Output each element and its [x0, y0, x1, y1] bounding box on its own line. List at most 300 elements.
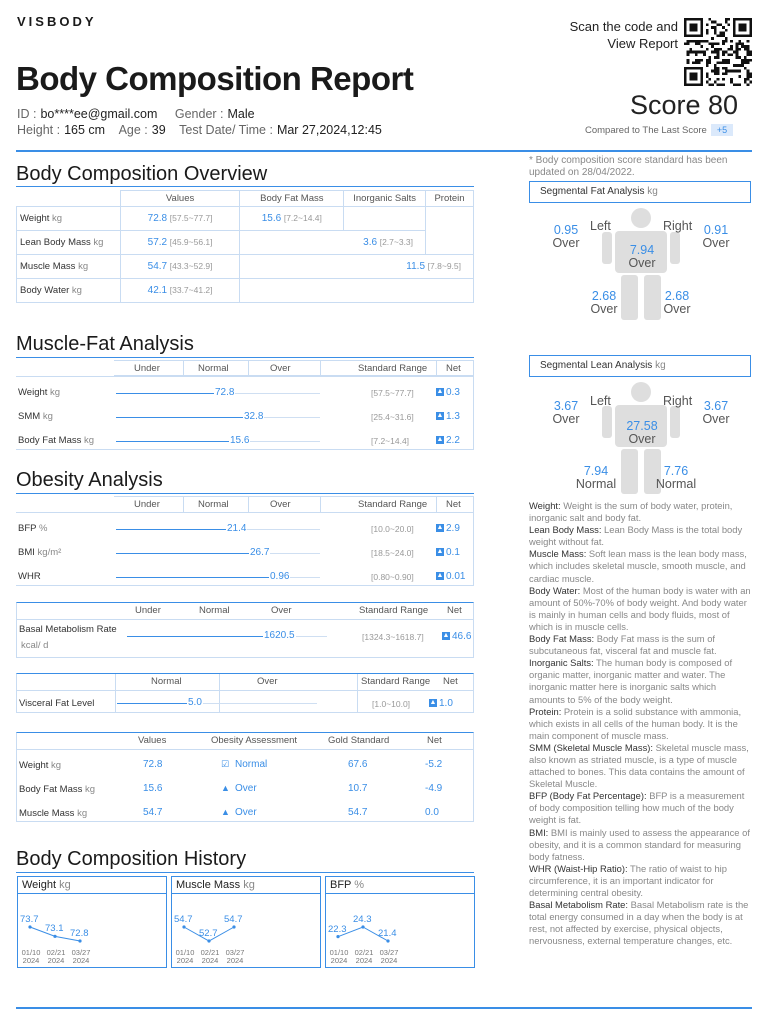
- table-row: [16, 406, 474, 428]
- history-point: [386, 939, 389, 942]
- seg-fat-left-leg: 2.68 Over: [590, 289, 618, 316]
- visceral-label: Visceral Fat Level: [19, 698, 95, 709]
- seg-fat-right-label: Right: [663, 219, 693, 233]
- muscle-value: 54.7: [147, 261, 168, 272]
- score-value: Score 80: [630, 90, 739, 120]
- up-arrow-icon: ▲: [436, 548, 444, 556]
- seg-lean-left-arm: 3.67 Over: [552, 399, 580, 426]
- bmr-range: [1324.3~1618.7]: [362, 632, 424, 642]
- history-date-day: 02/21: [46, 948, 66, 957]
- scan-line-2: View Report: [607, 36, 678, 51]
- standard-range: [25.4~31.6]: [371, 412, 414, 422]
- warning-icon: ▲: [221, 783, 230, 793]
- segmental-fat-unit: kg: [647, 186, 658, 197]
- col-gold-standard: Gold Standard: [328, 735, 390, 746]
- col-over: Over: [270, 499, 291, 510]
- table-row: [16, 518, 474, 540]
- muscle-range: [43.3~52.9]: [169, 261, 213, 271]
- visceral-bar: [117, 703, 187, 704]
- glossary-term: SMM (Skeletal Muscle Mass):: [529, 741, 653, 753]
- net-value: [436, 571, 465, 582]
- row-label-text: WHR: [18, 571, 41, 582]
- compared-label: Compared to The Last Score: [585, 125, 707, 136]
- water-value: 42.1: [147, 285, 168, 296]
- table-row: [17, 231, 474, 255]
- col-obesity-assessment: Obesity Assessment: [211, 735, 298, 746]
- bar-value: 72.8: [215, 387, 235, 398]
- glossary-text: BMI is mainly used to assess the appearance of obesity, and it is a common standard for measuring body fatness.: [529, 826, 750, 862]
- lbm-range: [45.9~56.1]: [169, 237, 213, 247]
- assessment-table: [16, 732, 474, 822]
- visceral-table: [16, 673, 474, 713]
- glossary-entry: [529, 827, 751, 863]
- patient-info-line2: [17, 123, 382, 137]
- overview-col-values: Values: [120, 191, 240, 207]
- seg-lean-left-label: Left: [590, 394, 611, 408]
- row-label: [19, 760, 61, 771]
- seg-fat-right-leg: 2.68 Over: [663, 289, 691, 316]
- age-label: Age :: [118, 123, 148, 137]
- row-label: Lean Body Mass: [20, 237, 91, 248]
- protein-value: 11.5: [406, 261, 426, 272]
- history-point-label: 22.3: [328, 923, 347, 935]
- history-date-year: 2024: [176, 956, 194, 965]
- id-value: bo****ee@gmail.com: [40, 107, 158, 121]
- bar-fill: [116, 577, 269, 578]
- col-net: Net: [447, 605, 462, 616]
- net-value: [436, 547, 460, 558]
- col-net: Net: [427, 735, 442, 746]
- bar-value: 32.8: [244, 411, 264, 422]
- assessment-net: -5.2: [425, 759, 443, 770]
- glossary-entry: [529, 585, 751, 633]
- gender-value: Male: [227, 107, 255, 121]
- row-label: Muscle Mass: [20, 261, 76, 272]
- scan-line-1: Scan the code and: [569, 19, 678, 34]
- glossary-term: Body Water:: [529, 584, 581, 596]
- glossary-entry: [529, 790, 751, 826]
- gold-standard-value: 54.7: [348, 807, 368, 818]
- bar-fill: [116, 393, 214, 394]
- history-divider: [16, 872, 474, 873]
- row-label-text: BFP: [18, 523, 37, 534]
- history-date-label: [328, 949, 350, 965]
- row-label: [19, 808, 87, 819]
- history-date-year: 2024: [355, 956, 373, 965]
- row-label-text: Weight: [19, 760, 49, 771]
- history-chart-unit: kg: [243, 879, 255, 891]
- standard-range: [57.5~77.7]: [371, 388, 414, 398]
- glossary-term: Body Fat Mass:: [529, 633, 595, 645]
- col-under: Under: [134, 499, 160, 510]
- table-row: [17, 207, 474, 231]
- net-value: [436, 523, 460, 534]
- assessment-status: [221, 783, 257, 794]
- glossary-text: Protein is a solid substance with ammonia, which exists in all cells of the human body. It is the main component of muscle mass.: [529, 705, 742, 741]
- qr-code-icon[interactable]: [683, 18, 753, 86]
- standard-range: [0.80~0.90]: [371, 572, 414, 582]
- history-date-label: [353, 949, 375, 965]
- row-unit: kg: [52, 213, 63, 224]
- history-chart-title: BFP: [330, 879, 352, 891]
- history-date-day: 01/10: [329, 948, 349, 957]
- history-date-day: 03/27: [379, 948, 399, 957]
- row-unit: kg: [84, 435, 95, 446]
- history-date-year: 2024: [201, 956, 219, 965]
- glossary-text: Weight is the sum of body water, protein, inorganic salt and body fat.: [529, 500, 733, 524]
- glossary-entry: [529, 706, 751, 742]
- history-date-year: 2024: [330, 956, 348, 965]
- bmr-unit: kcal/ d: [21, 640, 49, 651]
- assessment-status: [221, 759, 267, 770]
- patient-info-line1: [17, 107, 255, 121]
- table-row: [16, 542, 474, 564]
- net-number: 0.1: [446, 547, 460, 558]
- segmental-fat-header: [529, 181, 751, 203]
- net-value: [436, 387, 460, 398]
- glossary: [529, 500, 751, 947]
- col-normal: Normal: [151, 676, 182, 687]
- history-point: [53, 935, 56, 938]
- net-number: 0.3: [446, 387, 460, 398]
- status-text: Over: [235, 783, 257, 794]
- assessment-net: 0.0: [425, 807, 439, 818]
- up-arrow-icon: ▲: [429, 699, 437, 707]
- seg-fat-right-arm: 0.91 Over: [702, 223, 730, 250]
- col-net: Net: [446, 499, 461, 510]
- overview-title: Body Composition Overview: [16, 163, 268, 185]
- muscle-fat-divider: [16, 357, 474, 358]
- up-arrow-icon: ▲: [436, 388, 444, 396]
- date-label: Test Date/ Time :: [179, 123, 273, 137]
- net-value: [436, 411, 460, 422]
- history-chart-header: [18, 877, 166, 894]
- history-date-day: 01/10: [175, 948, 195, 957]
- bar-value: 21.4: [227, 523, 247, 534]
- header-divider: [16, 150, 752, 152]
- check-icon: ☑: [221, 759, 230, 769]
- bar-value: 0.96: [270, 571, 290, 582]
- history-chart-unit: %: [354, 879, 365, 891]
- date-value: Mar 27,2024,12:45: [276, 123, 382, 137]
- assessment-value: 54.7: [143, 807, 163, 818]
- row-label-text: Body Fat Mass: [18, 435, 82, 446]
- glossary-text: Basal Metabolism rate is the total energy consumed in a day when the body is at rest, not affected by exercise, physical objects, nervousness, external temperature changes, etc.: [529, 899, 749, 947]
- history-date-year: 2024: [47, 956, 65, 965]
- overview-col-protein: Protein: [426, 191, 474, 207]
- assessment-header: [17, 733, 473, 749]
- glossary-text: The human body is composed of organic matter, inorganic matter and water. The inorganic matter here is inorganic salts which amounts to 5% of the body weight.: [529, 657, 733, 705]
- history-chart: [171, 876, 321, 968]
- visceral-value: 5.0: [188, 697, 202, 708]
- history-point: [182, 925, 185, 928]
- row-label: [19, 784, 95, 795]
- gender-label: Gender :: [174, 107, 224, 121]
- standard-range: [7.2~14.4]: [371, 436, 410, 446]
- glossary-entry: [529, 863, 751, 899]
- obesity-title: Obesity Analysis: [16, 469, 163, 491]
- row-label-text: SMM: [18, 411, 41, 422]
- history-date-year: 2024: [22, 956, 40, 965]
- glossary-term: Weight:: [529, 500, 561, 511]
- col-normal: Normal: [198, 499, 229, 510]
- score-comparison: [585, 124, 733, 136]
- history-date-year: 2024: [72, 956, 90, 965]
- bar-fill: [116, 417, 243, 418]
- score-delta-badge: +5: [711, 124, 733, 136]
- col-over: Over: [271, 605, 292, 616]
- footer-divider: [16, 1007, 752, 1009]
- row-label: [18, 547, 61, 558]
- row-unit: kg: [77, 808, 88, 819]
- glossary-term: BFP (Body Fat Percentage):: [529, 790, 647, 802]
- salts-value: 3.6: [363, 237, 378, 248]
- up-arrow-icon: ▲: [436, 572, 444, 580]
- history-point-label: 73.7: [20, 914, 39, 925]
- bmr-value: 1620.5: [264, 630, 295, 641]
- col-standard-range: Standard Range: [359, 605, 429, 616]
- history-chart-header: [326, 877, 474, 894]
- segmental-lean-unit: kg: [655, 360, 666, 371]
- col-over: Over: [257, 676, 278, 687]
- history-date-day: 03/27: [225, 948, 245, 957]
- scan-instructions: [570, 18, 678, 52]
- history-title: Body Composition History: [16, 848, 247, 870]
- history-point: [207, 939, 210, 942]
- segmental-lean-header: [529, 355, 751, 377]
- history-date-label: [378, 949, 400, 965]
- obesity-divider: [16, 493, 474, 494]
- col-values: Values: [138, 735, 167, 746]
- glossary-text: Skeletal muscle mass, also known as striated muscle, is a type of muscle attached to bones. This data contains the amount of Skeletal Muscle.: [529, 741, 749, 790]
- history-chart: [325, 876, 475, 968]
- water-range: [33.7~41.2]: [169, 285, 213, 295]
- glossary-term: Muscle Mass:: [529, 548, 587, 560]
- history-point: [232, 925, 235, 928]
- col-net: Net: [446, 363, 461, 374]
- up-arrow-icon: ▲: [442, 632, 450, 640]
- segmental-fat-title: Segmental Fat Analysis: [540, 186, 645, 197]
- glossary-term: Protein:: [529, 705, 562, 717]
- history-point: [78, 939, 81, 942]
- history-chart-header: [172, 877, 320, 894]
- muscle-fat-table: [16, 360, 474, 450]
- glossary-entry: [529, 633, 751, 657]
- assessment-value: 72.8: [143, 759, 163, 770]
- table-row: [16, 382, 474, 404]
- glossary-entry: [529, 899, 751, 947]
- glossary-text: BFP is a measurement of body composition telling how much of the body weight is fat.: [529, 790, 745, 826]
- table-row: [17, 779, 473, 801]
- visceral-header: [115, 674, 475, 690]
- seg-lean-trunk: 27.58 Over: [626, 419, 658, 446]
- bar-value: 15.6: [230, 435, 250, 446]
- row-unit: %: [38, 523, 48, 534]
- row-label: [18, 523, 47, 534]
- history-date-year: 2024: [226, 956, 244, 965]
- net-number: 2.2: [446, 435, 460, 446]
- height-value: 165 cm: [64, 123, 106, 137]
- history-date-day: 03/27: [71, 948, 91, 957]
- history-chart-title: Muscle Mass: [176, 879, 241, 891]
- standard-range: [10.0~20.0]: [371, 524, 414, 534]
- bmr-net-value: 46.6: [452, 631, 472, 642]
- table-row: [17, 803, 473, 825]
- glossary-term: Inorganic Salts:: [529, 657, 594, 669]
- seg-fat-left-arm: 0.95 Over: [552, 223, 580, 250]
- row-label-text: BMI: [18, 547, 35, 558]
- glossary-term: BMI:: [529, 826, 549, 838]
- history-point-label: 72.8: [70, 928, 89, 939]
- lbm-value: 57.2: [147, 237, 168, 248]
- col-standard-range: Standard Range: [358, 499, 428, 510]
- bar-fill: [116, 553, 249, 554]
- glossary-entry: [529, 500, 751, 524]
- history-point-label: 73.1: [45, 923, 64, 935]
- bmr-header: [115, 603, 475, 619]
- history-point-label: 24.3: [353, 914, 372, 925]
- bmr-label: Basal Metabolism Rate: [19, 624, 117, 635]
- history-chart-unit: kg: [59, 879, 71, 891]
- bar-fill: [116, 529, 226, 530]
- muscle-fat-header: [114, 360, 474, 376]
- col-normal: Normal: [199, 605, 230, 616]
- row-unit: kg/m²: [37, 547, 62, 558]
- table-row: [16, 430, 474, 452]
- history-point-label: 21.4: [378, 928, 397, 939]
- gold-standard-value: 10.7: [348, 783, 368, 794]
- glossary-term: Basal Metabolism Rate:: [529, 899, 629, 911]
- row-unit: kg: [78, 261, 89, 272]
- score-standard-note: * Body composition score standard has been updated on 28/04/2022.: [529, 155, 728, 178]
- history-point-label: 54.7: [174, 914, 193, 925]
- col-net: Net: [443, 676, 458, 687]
- gold-standard-value: 67.6: [348, 759, 368, 770]
- glossary-text: Lean Body Mass is the total body weight without fat.: [529, 524, 743, 548]
- row-label: [18, 571, 41, 582]
- assessment-status: [221, 807, 257, 818]
- row-label-text: Muscle Mass: [19, 808, 75, 819]
- glossary-text: Body Fat mass is the sum of subcutaneous fat, visceral fat and muscle fat.: [529, 633, 717, 657]
- overview-col-salts: Inorganic Salts: [344, 191, 426, 207]
- col-standard-range: Standard Range: [361, 676, 431, 687]
- standard-range: [18.5~24.0]: [371, 548, 414, 558]
- up-arrow-icon: ▲: [436, 524, 444, 532]
- seg-lean-left-leg: 7.94 Normal: [575, 464, 617, 491]
- brand-logo: VISBODY: [17, 14, 97, 29]
- up-arrow-icon: ▲: [436, 412, 444, 420]
- history-date-day: 01/10: [21, 948, 41, 957]
- history-date-label: [174, 949, 196, 965]
- table-row: [17, 755, 473, 777]
- glossary-entry: [529, 657, 751, 705]
- table-row: [17, 279, 474, 303]
- glossary-entry: [529, 524, 751, 548]
- age-value: 39: [151, 123, 166, 137]
- visceral-range: [1.0~10.0]: [372, 699, 411, 709]
- assessment-value: 15.6: [143, 783, 163, 794]
- weight-range: [57.5~77.7]: [169, 213, 213, 223]
- glossary-text: Most of the human body is water with an amount of 50%-70% of body weight. And body water is mainly in human cells and body fluids, most of which is in muscle cells.: [529, 584, 751, 632]
- history-date-day: 02/21: [200, 948, 220, 957]
- row-label: [18, 435, 94, 446]
- protein-range: [7.8~9.5]: [427, 261, 461, 271]
- id-label: ID :: [17, 107, 37, 121]
- obesity-header: [114, 496, 474, 512]
- page-title: Body Composition Report: [16, 60, 414, 97]
- history-point: [28, 925, 31, 928]
- bar-value: 26.7: [250, 547, 270, 558]
- fat-range: [7.2~14.4]: [283, 213, 322, 223]
- net-value: [436, 435, 460, 446]
- glossary-text: The ratio of waist to hip circumference, it is an important indicator for determining central obesity.: [529, 862, 727, 898]
- history-date-label: [45, 949, 67, 965]
- height-label: Height :: [17, 123, 61, 137]
- bmr-table: [16, 602, 474, 658]
- history-date-label: [70, 949, 92, 965]
- segmental-lean-title: Segmental Lean Analysis: [540, 360, 653, 371]
- bmr-bar: [127, 636, 263, 637]
- col-under: Under: [134, 363, 160, 374]
- glossary-text: Soft lean mass is the lean body mass, which includes skeletal muscle, smooth muscle, and cardiac muscle.: [529, 548, 747, 584]
- history-date-label: [199, 949, 221, 965]
- fat-value: 15.6: [261, 213, 282, 224]
- row-label: [18, 411, 53, 422]
- seg-fat-trunk: 7.94 Over: [628, 243, 656, 270]
- visceral-net: [429, 698, 453, 709]
- status-text: Over: [235, 807, 257, 818]
- col-standard-range: Standard Range: [358, 363, 428, 374]
- net-number: 0.01: [446, 571, 466, 582]
- muscle-fat-title: Muscle-Fat Analysis: [16, 333, 194, 355]
- row-unit: kg: [51, 760, 62, 771]
- history-chart: [17, 876, 167, 968]
- glossary-entry: [529, 548, 751, 584]
- col-under: Under: [135, 605, 161, 616]
- seg-fat-left-label: Left: [590, 219, 611, 233]
- seg-lean-right-arm: 3.67 Over: [702, 399, 730, 426]
- history-chart-title: Weight: [22, 879, 57, 891]
- warning-icon: ▲: [221, 807, 230, 817]
- row-label: Body Water: [20, 285, 70, 296]
- weight-value: 72.8: [147, 213, 168, 224]
- row-unit: kg: [42, 411, 53, 422]
- overview-table: [16, 190, 474, 303]
- net-number: 2.9: [446, 523, 460, 534]
- history-point: [336, 935, 339, 938]
- status-text: Normal: [235, 759, 268, 770]
- row-unit: kg: [93, 237, 104, 248]
- assessment-net: -4.9: [425, 783, 443, 794]
- overview-col-fat: Body Fat Mass: [240, 191, 344, 207]
- obesity-table: [16, 496, 474, 586]
- glossary-entry: [529, 742, 751, 790]
- net-number: 1.3: [446, 411, 460, 422]
- history-point: [361, 925, 364, 928]
- table-row: [17, 255, 474, 279]
- col-over: Over: [270, 363, 291, 374]
- row-unit: kg: [85, 784, 96, 795]
- bmr-net: [442, 631, 471, 642]
- glossary-term: WHR (Waist-Hip Ratio):: [529, 862, 628, 874]
- seg-lean-right-leg: 7.76 Normal: [655, 464, 697, 491]
- visceral-net-value: 1.0: [439, 698, 453, 709]
- history-date-label: [20, 949, 42, 965]
- row-unit: kg: [50, 387, 61, 398]
- row-unit: kg: [71, 285, 82, 296]
- bar-fill: [116, 441, 229, 442]
- up-arrow-icon: ▲: [436, 436, 444, 444]
